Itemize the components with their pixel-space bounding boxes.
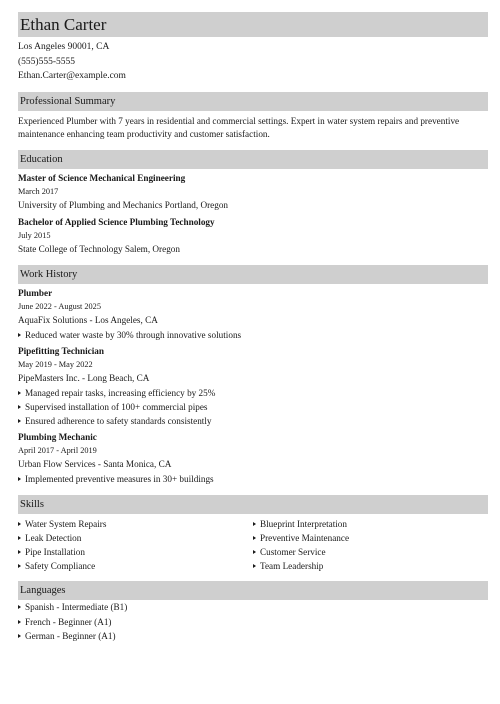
name-header (18, 12, 488, 37)
job-bullets (18, 328, 488, 342)
education-entry (18, 216, 488, 257)
bullet-icon (253, 536, 256, 540)
summary-text: Experienced Plumber with 7 years in residential and commercial settings. Expert in water system repairs and preventive maintenance enhancing team productivity and customer satisfaction. (18, 115, 460, 139)
section-heading-skills: Skills (18, 495, 488, 514)
job-entry (18, 431, 488, 486)
language-item: French - Beginner (A1) (18, 615, 488, 629)
skills-column-left (18, 517, 253, 574)
bullet-icon (18, 634, 21, 638)
skills-column-right (253, 517, 488, 574)
skill-item: Preventive Maintenance (253, 531, 488, 545)
languages-list (18, 600, 488, 643)
skill-item: Water System Repairs (18, 517, 253, 531)
section-heading-work: Work History (18, 265, 488, 284)
job-company: PipeMasters Inc. - Long Beach, CA (18, 372, 150, 383)
work-list (18, 287, 488, 487)
skills-grid (18, 517, 488, 574)
degree-date: July 2015 (18, 230, 51, 240)
contact-phone: (555)555-5555 (18, 56, 75, 67)
job-title: Plumber (18, 287, 53, 298)
school-name: University of Plumbing and Mechanics Portland, Oregon (18, 199, 229, 210)
skill-item: Leak Detection (18, 531, 253, 545)
bullet-icon (18, 405, 21, 409)
candidate-name: Ethan Carter (20, 15, 107, 34)
education-list (18, 172, 488, 257)
job-dates: June 2022 - August 2025 (18, 301, 101, 311)
job-company: AquaFix Solutions - Los Angeles, CA (18, 314, 158, 325)
job-company: Urban Flow Services - Santa Monica, CA (18, 459, 172, 470)
job-bullet: Managed repair tasks, increasing efficiency by 25% (18, 386, 488, 400)
skill-item: Blueprint Interpretation (253, 517, 488, 531)
skill-item: Team Leadership (253, 559, 488, 573)
section-heading-summary: Professional Summary (18, 92, 488, 111)
language-item: Spanish - Intermediate (B1) (18, 600, 488, 614)
job-dates: May 2019 - May 2022 (18, 359, 93, 369)
skill-item: Customer Service (253, 545, 488, 559)
bullet-icon (18, 605, 21, 609)
bullet-icon (18, 477, 21, 481)
job-bullets (18, 472, 488, 486)
school-name: State College of Technology Salem, Oregon (18, 243, 180, 254)
job-bullet: Reduced water waste by 30% through innovative solutions (18, 328, 488, 342)
skill-item: Safety Compliance (18, 559, 253, 573)
section-heading-languages: Languages (18, 581, 488, 600)
contact-location: Los Angeles 90001, CA (18, 42, 110, 52)
bullet-icon (253, 522, 256, 526)
job-dates: April 2017 - April 2019 (18, 446, 97, 456)
degree-title: Bachelor of Applied Science Plumbing Technology (18, 216, 215, 227)
degree-title: Master of Science Mechanical Engineering (18, 172, 186, 183)
bullet-icon (18, 564, 21, 568)
job-bullet: Ensured adherence to safety standards consistently (18, 414, 488, 428)
bullet-icon (18, 522, 21, 526)
bullet-icon (253, 550, 256, 554)
job-entry (18, 345, 488, 429)
job-title: Plumbing Mechanic (18, 432, 97, 443)
bullet-icon (18, 620, 21, 624)
education-entry (18, 172, 488, 213)
job-entry (18, 287, 488, 342)
section-heading-education: Education (18, 150, 488, 169)
job-bullet: Supervised installation of 100+ commercial pipes (18, 400, 488, 414)
bullet-icon (18, 419, 21, 423)
bullet-icon (18, 550, 21, 554)
degree-date: March 2017 (18, 186, 59, 196)
bullet-icon (18, 391, 21, 395)
skill-item: Pipe Installation (18, 545, 253, 559)
job-title: Pipefitting Technician (18, 345, 105, 356)
bullet-icon (253, 564, 256, 568)
bullet-icon (18, 333, 21, 337)
contact-info (18, 40, 488, 84)
bullet-icon (18, 536, 21, 540)
contact-email: Ethan.Carter@example.com (18, 71, 126, 81)
job-bullet: Implemented preventive measures in 30+ buildings (18, 472, 488, 486)
job-bullets (18, 386, 488, 429)
language-item: German - Beginner (A1) (18, 629, 488, 643)
